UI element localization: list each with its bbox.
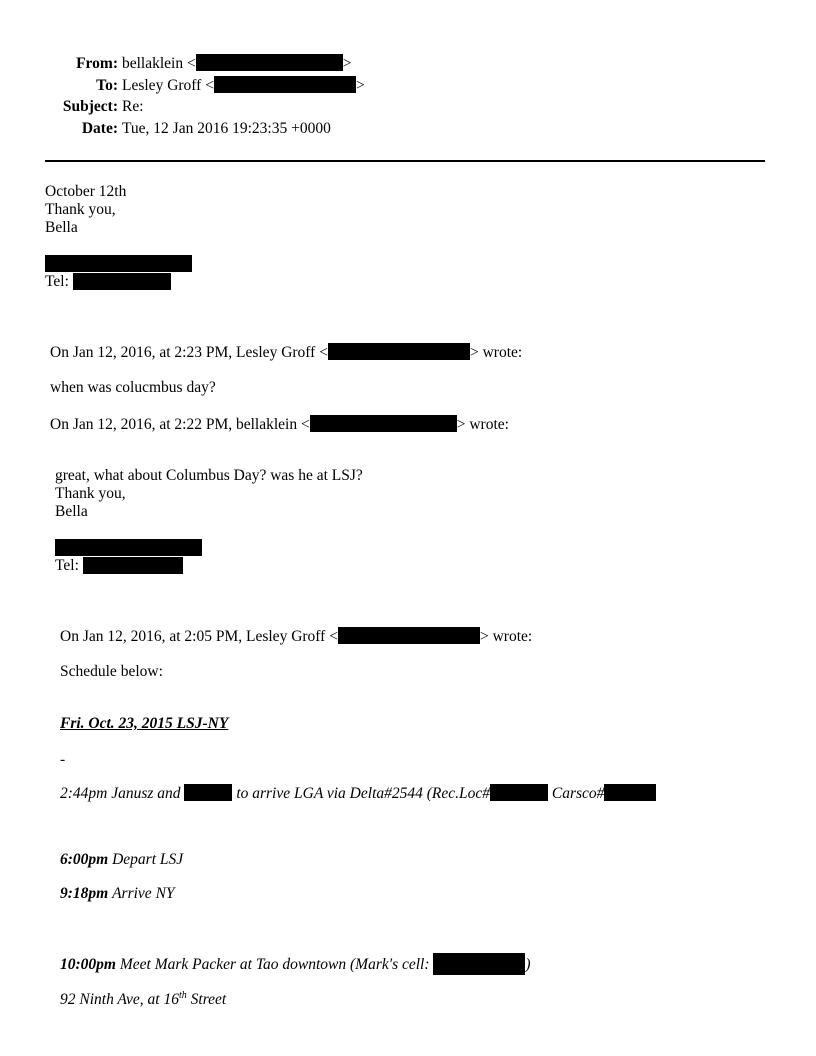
meet-line	[60, 953, 531, 975]
reply-line-1: October 12th	[45, 183, 127, 200]
arrive-text: Arrive NY	[112, 885, 175, 902]
meet-time: 10:00pm	[60, 956, 116, 973]
quote2-attribution	[50, 415, 509, 434]
quote1-body: when was colucmbus day?	[50, 379, 216, 396]
attribution-text: On Jan 12, 2016, at 2:05 PM, Lesley Groff <	[60, 628, 338, 645]
reply-signature: Bella	[45, 219, 78, 236]
quote2-tel-row	[55, 557, 183, 575]
quote2-signature: Bella	[55, 503, 88, 520]
address-line	[60, 991, 226, 1009]
date-label: Date:	[81, 120, 118, 137]
redaction-block	[196, 54, 343, 71]
redaction-block	[490, 784, 548, 801]
attribution-text: On Jan 12, 2016, at 2:23 PM, Lesley Groff <	[50, 344, 328, 361]
date-value: Tue, 12 Jan 2016 19:23:35 +0000	[122, 120, 331, 137]
reply-line-2: Thank you,	[45, 201, 116, 218]
from-label: From:	[76, 55, 118, 72]
attribution-end: > wrote:	[479, 628, 533, 645]
subject-row	[2, 98, 144, 116]
subject-value: Re:	[122, 98, 144, 115]
from-name: bellaklein	[122, 55, 184, 72]
from-row: From: bellaklein < >	[2, 54, 352, 73]
redaction-block	[214, 76, 356, 93]
tel-label: Tel:	[55, 557, 79, 574]
quote3-attribution	[60, 627, 532, 646]
redaction-block	[184, 784, 232, 801]
redaction-block	[433, 953, 525, 975]
quote1-attribution	[50, 343, 522, 362]
quote2-line-2: Thank you,	[55, 485, 126, 502]
redaction-block	[83, 557, 183, 574]
depart-time: 6:00pm	[60, 851, 109, 868]
to-row: To: Lesley Groff < >	[2, 76, 365, 95]
depart-text: Depart LSJ	[112, 851, 184, 868]
redaction-block	[310, 415, 457, 432]
arrival-line	[60, 784, 656, 803]
depart-line	[60, 851, 183, 869]
attribution-text: On Jan 12, 2016, at 2:22 PM, bellaklein <	[50, 416, 310, 433]
arrival-text-a: 2:44pm Janusz and	[60, 785, 181, 802]
redaction-block	[604, 784, 656, 801]
redaction-block	[338, 627, 480, 644]
tel-label: Tel:	[45, 273, 69, 290]
redaction-block	[55, 539, 202, 556]
arrival-text-b: to arrive LGA via Delta#2544 (Rec.Loc#	[236, 785, 491, 802]
address-sup: th	[178, 989, 187, 1001]
attribution-end: > wrote:	[469, 344, 523, 361]
meet-text: Meet Mark Packer at Tao downtown (Mark's cell:	[119, 956, 430, 973]
to-label: To:	[96, 77, 118, 94]
schedule-dash: -	[60, 751, 66, 768]
to-name: Lesley Groff	[122, 77, 202, 94]
arrive-time: 9:18pm	[60, 885, 109, 902]
redaction-block	[45, 255, 192, 272]
redaction-block	[73, 273, 171, 290]
attribution-end: > wrote:	[456, 416, 509, 433]
redaction-block	[328, 343, 470, 360]
meet-end: )	[525, 956, 531, 973]
address-text-a: 92 Ninth Ave, at 16	[60, 991, 179, 1008]
subject-label: Subject:	[62, 98, 118, 115]
schedule-heading: Fri. Oct. 23, 2015 LSJ-NY	[60, 715, 229, 732]
header-divider	[45, 160, 765, 162]
schedule-intro: Schedule below:	[60, 663, 163, 680]
quote2-line-1: great, what about Columbus Day? was he at LSJ?	[55, 467, 363, 484]
arrive-line	[60, 885, 175, 903]
date-row	[2, 120, 331, 138]
arrival-text-c: Carsco#	[551, 785, 605, 802]
reply-tel-row	[45, 273, 171, 291]
address-text-b: Street	[190, 991, 227, 1008]
